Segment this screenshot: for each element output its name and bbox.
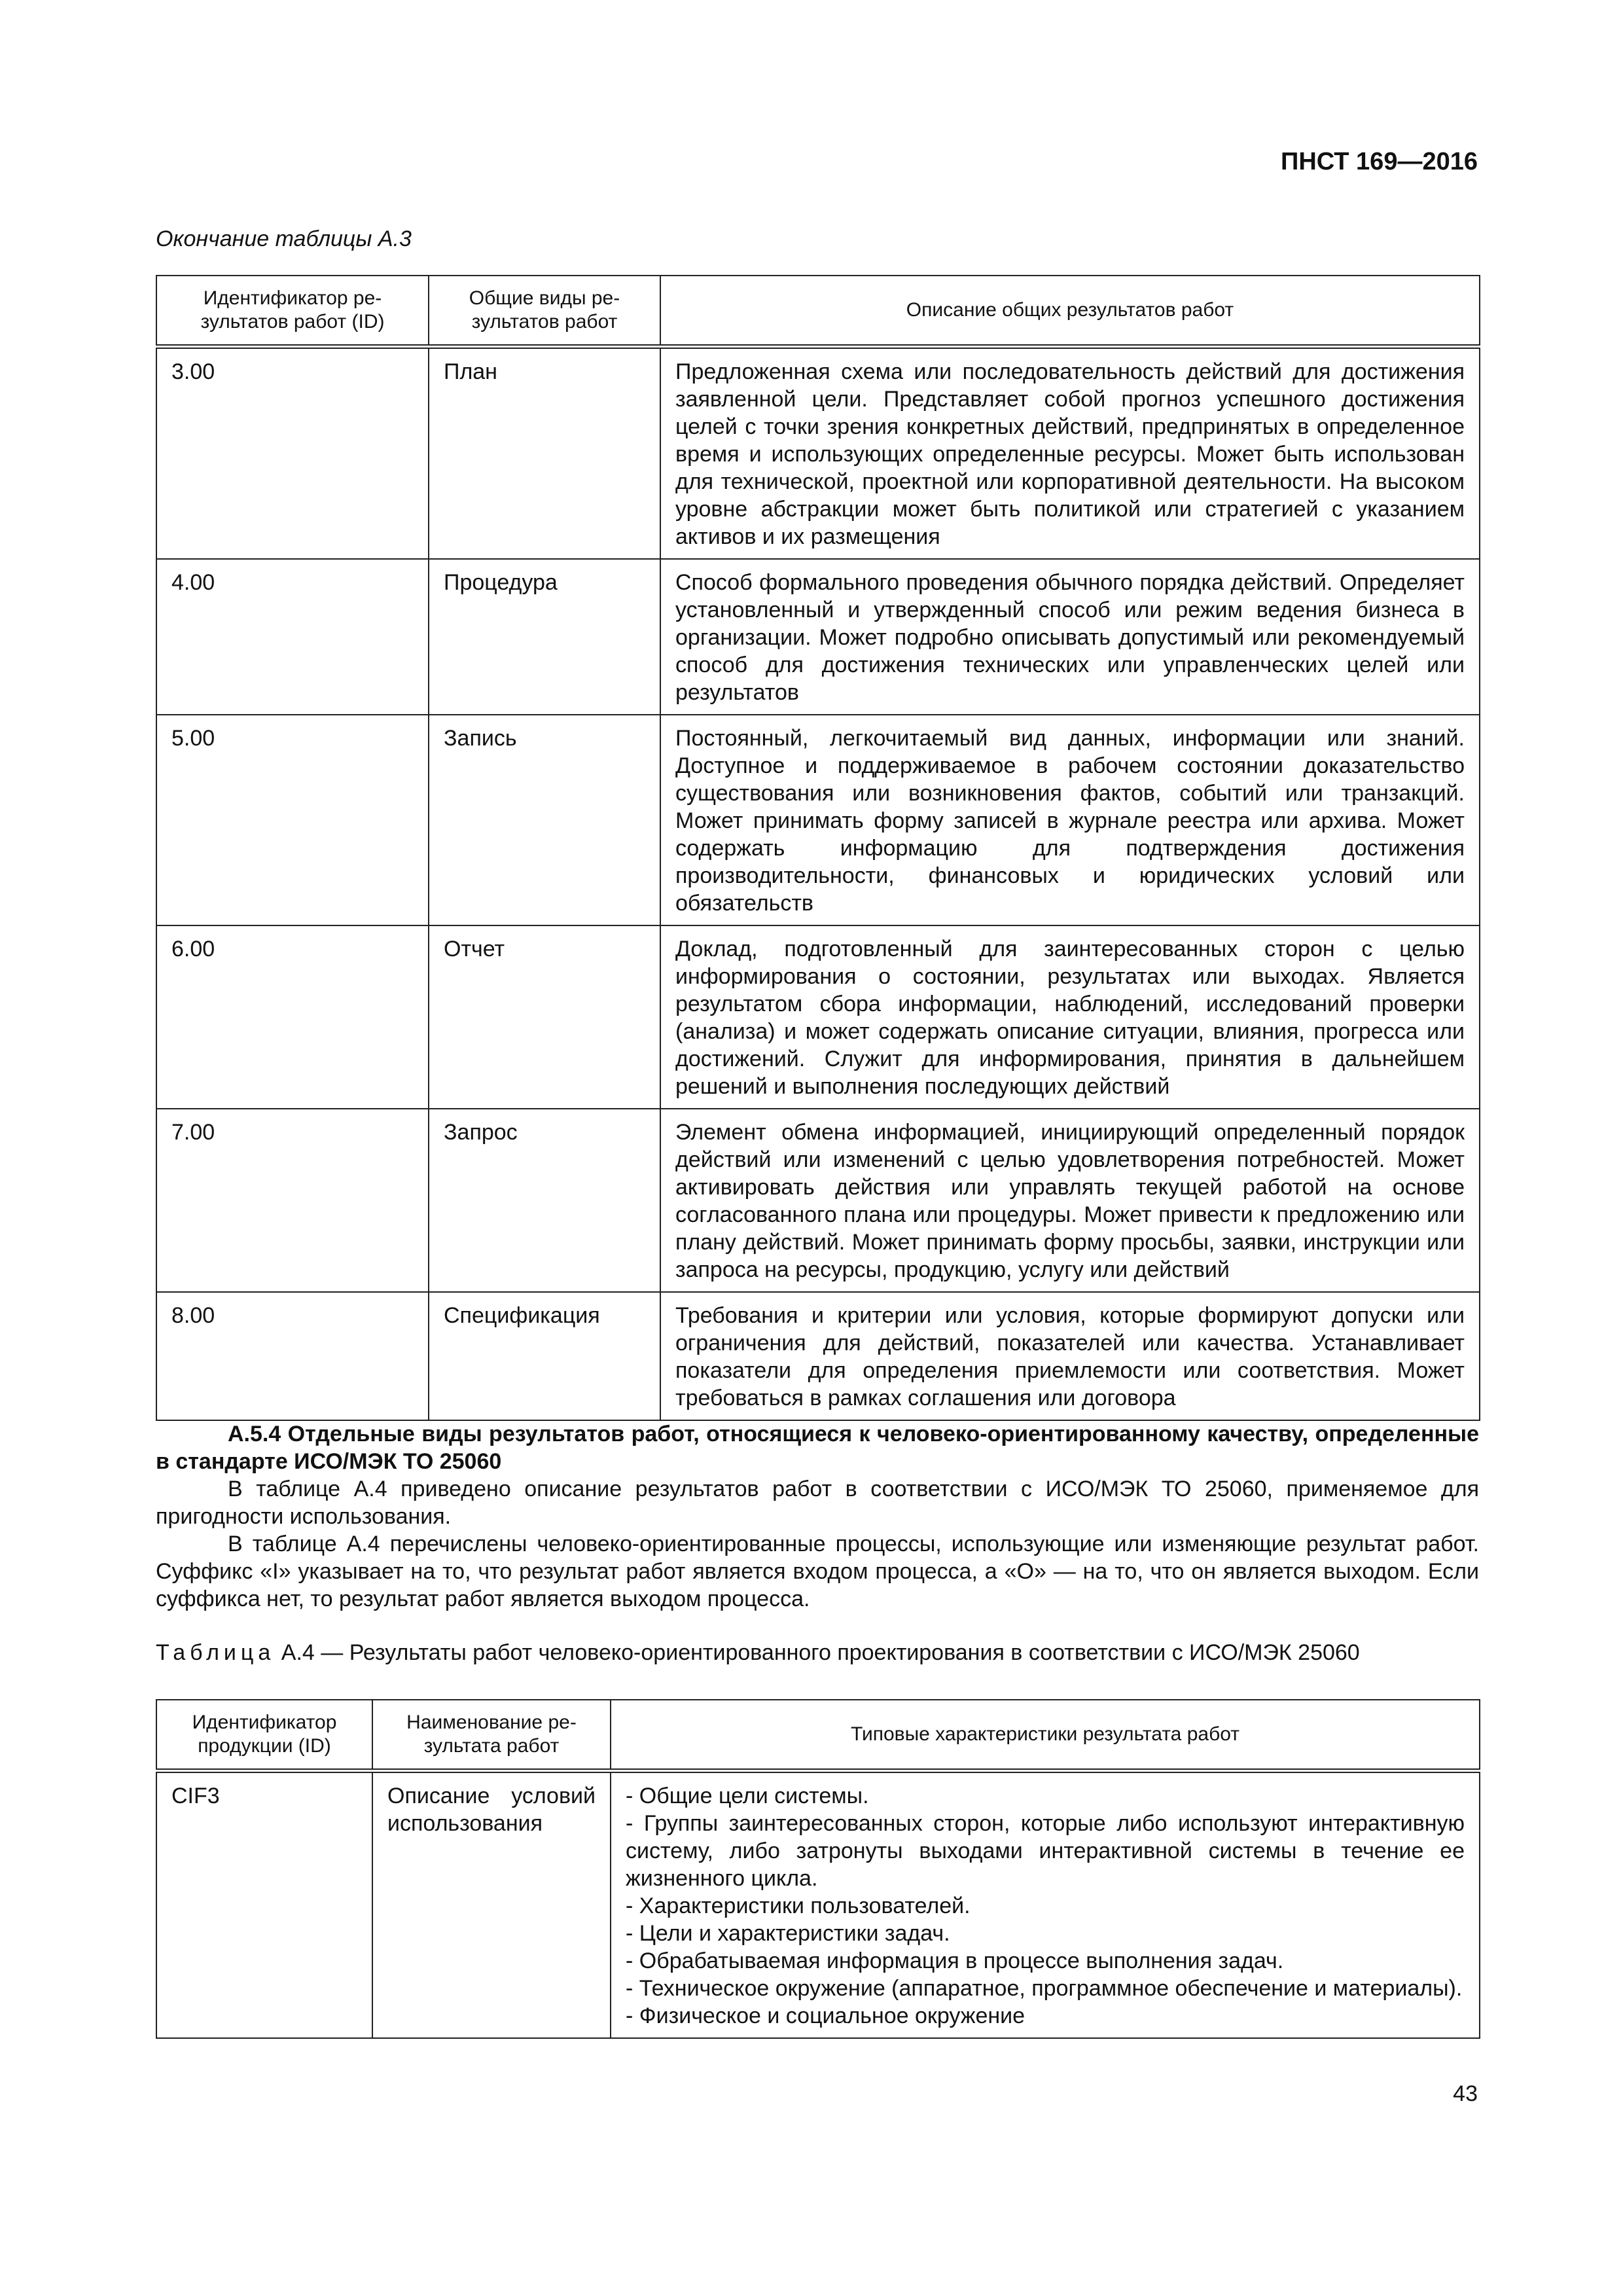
document-code: ПНСТ 169—2016 xyxy=(1281,148,1478,175)
table-a4 xyxy=(156,1699,1480,2039)
section-paragraph: В таблице А.4 перечислены человеко-ориентированные процессы, использующие или изменяющие результат работ. Суффикс «I» указывает на то, что результат работ является входом процесса, а «О» — на то, что он является выходом. Если суффикса нет, то результат работ является выходом процесса. xyxy=(156,1532,1479,1611)
row-description: Доклад, подготовленный для заинтересованных сторон с целью информирования о состоянии, результатах или выходах. Является результатом сбора информации, наблюдений, исследований проверки (анализа) и может содержать описание ситуации, влияния, прогресса или достижений. Служит для информирования, принятия в дальнейшем решений и выполнения последующих действий xyxy=(660,925,1480,1109)
row-description: Предложенная схема или последовательность действий для достижения заявленной цели. Представляет собой прогноз успешного достижения целей с точки зрения конкретных действий, предпринятых в определенное время и использующих определенные ресурсы. Может быть использован для технической, проектной или корпоративной деятельности. На высоком уровне абстракции может быть политикой или стратегией с указанием активов и их размещения xyxy=(660,346,1480,559)
row-type: Процедура xyxy=(429,559,660,715)
column-header-type: Общие виды ре- зультатов работ xyxy=(429,276,660,346)
column-header-characteristics: Типовые характеристики результата работ xyxy=(611,1700,1480,1770)
row-description: Способ формального проведения обычного порядка действий. Определяет установленный и утвержденный способ или режим ведения бизнеса в организации. Может подробно описывать допустимый или рекомендуемый способ для достижения технических или управленческих целей или результатов xyxy=(660,559,1480,715)
table-row xyxy=(156,559,1480,715)
table-a4-caption xyxy=(156,1639,1479,1666)
table-row xyxy=(156,346,1480,559)
table-row xyxy=(156,715,1480,925)
row-id: CIF3 xyxy=(156,1770,372,2038)
caption-label: Таблица xyxy=(156,1640,276,1665)
row-type: Спецификация xyxy=(429,1292,660,1420)
table-a3 xyxy=(156,275,1480,1421)
row-id: 6.00 xyxy=(156,925,429,1109)
list-item: - Группы заинтересованных сторон, которые либо используют интерактивную систему, либо затронуты выходами интерактивной системы в течение ее жизненного цикла. xyxy=(626,1810,1465,1891)
column-header-id: Идентификатор ре- зультатов работ (ID) xyxy=(156,276,429,346)
row-id: 3.00 xyxy=(156,346,429,559)
row-type: Запрос xyxy=(429,1109,660,1292)
row-name: Описание условий использования xyxy=(372,1770,611,2038)
row-description: Постоянный, легкочитаемый вид данных, информации или знаний. Доступное и поддерживаемое в рабочем состоянии доказательство существования или возникновения фактов, событий или транзакций. Может принимать форму записей в журнале реестра или архива. Может содержать информацию для подтверждения достижения производительности, финансовых и юридических условий или обязательств xyxy=(660,715,1480,925)
section-paragraph: В таблице А.4 приведено описание результатов работ в соответствии с ИСО/МЭК ТО 25060, применяемое для пригодности использования. xyxy=(156,1477,1479,1529)
page-number: 43 xyxy=(1453,2081,1478,2106)
list-item: - Обрабатываемая информация в процессе выполнения задач. xyxy=(626,1948,1284,1973)
column-header-name: Наименование ре- зультата работ xyxy=(372,1700,611,1770)
table-row xyxy=(156,1109,1480,1292)
list-item: - Цели и характеристики задач. xyxy=(626,1920,950,1946)
section-a-5-4 xyxy=(156,1420,1479,1613)
row-description: Элемент обмена информацией, инициирующий определенный порядок действий или изменений с целью удовлетворения потребностей. Может активировать действия или управлять текущей работой на основе согласованного плана или процедуры. Может привести к предложению или плану действий. Может принимать форму просьбы, заявки, инструкции или запроса на ресурсы, продукцию, услугу или действий xyxy=(660,1109,1480,1292)
row-id: 5.00 xyxy=(156,715,429,925)
list-item: - Техническое окружение (аппаратное, программное обеспечение и материалы). xyxy=(626,1975,1463,2001)
table-row xyxy=(156,1770,1480,2038)
row-type: План xyxy=(429,346,660,559)
list-item: - Общие цели системы. xyxy=(626,1783,869,1808)
column-header-description: Описание общих результатов работ xyxy=(660,276,1480,346)
row-id: 7.00 xyxy=(156,1109,429,1292)
table-row xyxy=(156,925,1480,1109)
column-header-id: Идентификатор продукции (ID) xyxy=(156,1700,372,1770)
caption-text: А.4 — Результаты работ человеко-ориентированного проектирования в соответствии с ИСО/МЭК 25060 xyxy=(281,1640,1360,1665)
list-item: - Характеристики пользователей. xyxy=(626,1893,971,1918)
row-type: Запись xyxy=(429,715,660,925)
row-description: Требования и критерии или условия, которые формируют допуски или ограничения для действий, показателей или качества. Устанавливает показатели для определения приемлемости или соответствия. Может требоваться в рамках соглашения или договора xyxy=(660,1292,1480,1420)
list-item: - Физическое и социальное окружение xyxy=(626,2003,1026,2028)
table-row xyxy=(156,1292,1480,1420)
section-title: А.5.4 Отдельные виды результатов работ, относящиеся к человеко-ориентированному качеству, определенные в стандарте ИСО/МЭК ТО 25060 xyxy=(156,1422,1479,1474)
row-id: 4.00 xyxy=(156,559,429,715)
table-continuation-label: Окончание таблицы А.3 xyxy=(156,226,412,251)
row-characteristics xyxy=(611,1770,1480,2038)
row-type: Отчет xyxy=(429,925,660,1109)
row-id: 8.00 xyxy=(156,1292,429,1420)
